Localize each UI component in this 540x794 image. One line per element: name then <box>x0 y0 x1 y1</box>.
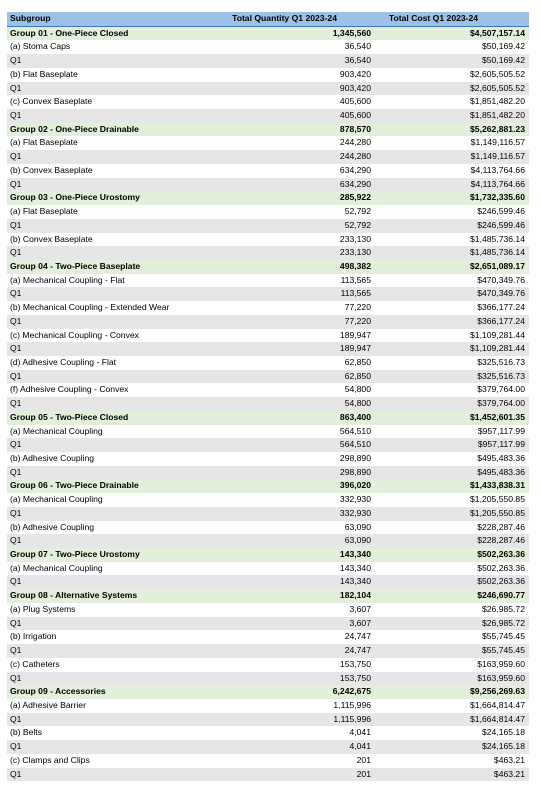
table-row <box>7 246 529 260</box>
row-subgroup-cell[interactable]: Q1 <box>7 150 203 164</box>
row-quantity-cell[interactable]: 634,290 <box>203 178 375 192</box>
row-quantity-cell[interactable]: 285,922 <box>203 191 375 205</box>
row-subgroup-cell[interactable]: Q1 <box>7 397 203 411</box>
table-body <box>7 26 529 781</box>
row-quantity-cell[interactable]: 1,345,560 <box>203 26 375 40</box>
table-row <box>7 178 529 192</box>
row-cost-cell[interactable]: $379,764.00 <box>375 397 529 411</box>
table-row <box>7 768 529 782</box>
row-quantity-cell[interactable]: 3,607 <box>203 617 375 631</box>
row-subgroup-cell[interactable]: Q1 <box>7 713 203 727</box>
row-quantity-cell[interactable]: 63,090 <box>203 534 375 548</box>
table-row <box>7 534 529 548</box>
table-row <box>7 356 529 370</box>
row-subgroup-cell[interactable]: Group 08 - Alternative Systems <box>7 589 203 603</box>
row-cost-cell[interactable]: $4,113,764.66 <box>375 164 529 178</box>
row-quantity-cell[interactable]: 54,800 <box>203 383 375 397</box>
row-subgroup-cell[interactable]: (c) Clamps and Clips <box>7 754 203 768</box>
row-cost-cell[interactable]: $55,745.45 <box>375 630 529 644</box>
table-row <box>7 726 529 740</box>
row-cost-cell[interactable]: $228,287.46 <box>375 521 529 535</box>
row-cost-cell[interactable]: $246,599.46 <box>375 219 529 233</box>
row-quantity-cell[interactable]: 903,420 <box>203 82 375 96</box>
row-quantity-cell[interactable]: 113,565 <box>203 274 375 288</box>
table-row <box>7 370 529 384</box>
row-cost-cell[interactable]: $463.21 <box>375 754 529 768</box>
row-subgroup-cell[interactable]: (a) Stoma Caps <box>7 40 203 54</box>
row-cost-cell[interactable]: $1,485,736.14 <box>375 246 529 260</box>
row-quantity-cell[interactable]: 396,020 <box>203 479 375 493</box>
table-row <box>7 575 529 589</box>
row-quantity-cell[interactable]: 143,340 <box>203 548 375 562</box>
row-cost-cell[interactable]: $163,959.60 <box>375 658 529 672</box>
table-row <box>7 164 529 178</box>
group-row <box>7 685 529 699</box>
table-row <box>7 658 529 672</box>
row-quantity-cell[interactable]: 244,280 <box>203 136 375 150</box>
row-quantity-cell[interactable]: 143,340 <box>203 562 375 576</box>
group-row <box>7 548 529 562</box>
row-subgroup-cell[interactable]: (b) Convex Baseplate <box>7 233 203 247</box>
subgroup-cost-sheet <box>7 12 529 781</box>
row-subgroup-cell[interactable]: Group 06 - Two-Piece Drainable <box>7 479 203 493</box>
row-cost-cell[interactable]: $1,205,550.85 <box>375 507 529 521</box>
row-subgroup-cell[interactable]: Q1 <box>7 672 203 686</box>
row-cost-cell[interactable]: $246,599.46 <box>375 205 529 219</box>
row-cost-cell[interactable]: $1,149,116.57 <box>375 150 529 164</box>
row-quantity-cell[interactable]: 36,540 <box>203 54 375 68</box>
row-quantity-cell[interactable]: 332,930 <box>203 507 375 521</box>
row-cost-cell[interactable]: $366,177.24 <box>375 301 529 315</box>
row-subgroup-cell[interactable]: Q1 <box>7 178 203 192</box>
header-row <box>7 12 529 26</box>
row-quantity-cell[interactable]: 54,800 <box>203 397 375 411</box>
row-quantity-cell[interactable]: 233,130 <box>203 233 375 247</box>
table-row <box>7 233 529 247</box>
row-quantity-cell[interactable]: 564,510 <box>203 438 375 452</box>
table-row <box>7 438 529 452</box>
row-subgroup-cell[interactable]: (b) Flat Baseplate <box>7 68 203 82</box>
table-row <box>7 603 529 617</box>
row-subgroup-cell[interactable]: Q1 <box>7 466 203 480</box>
row-cost-cell[interactable]: $1,664,814.47 <box>375 713 529 727</box>
row-subgroup-cell[interactable]: (a) Mechanical Coupling <box>7 425 203 439</box>
row-subgroup-cell[interactable]: Q1 <box>7 507 203 521</box>
row-quantity-cell[interactable]: 77,220 <box>203 301 375 315</box>
row-quantity-cell[interactable]: 6,242,675 <box>203 685 375 699</box>
row-cost-cell[interactable]: $1,485,736.14 <box>375 233 529 247</box>
row-subgroup-cell[interactable]: (b) Adhesive Coupling <box>7 521 203 535</box>
row-quantity-cell[interactable]: 189,947 <box>203 342 375 356</box>
row-subgroup-cell[interactable]: Group 07 - Two-Piece Urostomy <box>7 548 203 562</box>
row-quantity-cell[interactable]: 52,792 <box>203 205 375 219</box>
row-quantity-cell[interactable]: 201 <box>203 754 375 768</box>
row-subgroup-cell[interactable]: (b) Mechanical Coupling - Extended Wear <box>7 301 203 315</box>
row-cost-cell[interactable]: $1,205,550.85 <box>375 493 529 507</box>
row-cost-cell[interactable]: $1,149,116.57 <box>375 136 529 150</box>
row-subgroup-cell[interactable]: Q1 <box>7 534 203 548</box>
row-cost-cell[interactable]: $1,433,838.31 <box>375 479 529 493</box>
row-subgroup-cell[interactable]: Q1 <box>7 575 203 589</box>
table-row <box>7 521 529 535</box>
group-row <box>7 26 529 40</box>
row-subgroup-cell[interactable]: (a) Mechanical Coupling <box>7 562 203 576</box>
row-quantity-cell[interactable]: 332,930 <box>203 493 375 507</box>
row-subgroup-cell[interactable]: (c) Catheters <box>7 658 203 672</box>
row-cost-cell[interactable]: $5,262,881.23 <box>375 123 529 137</box>
row-subgroup-cell[interactable]: (f) Adhesive Coupling - Convex <box>7 383 203 397</box>
table-row <box>7 219 529 233</box>
row-subgroup-cell[interactable]: (d) Adhesive Coupling - Flat <box>7 356 203 370</box>
row-subgroup-cell[interactable]: (b) Convex Baseplate <box>7 164 203 178</box>
row-quantity-cell[interactable]: 62,850 <box>203 370 375 384</box>
row-subgroup-cell[interactable]: Q1 <box>7 342 203 356</box>
row-quantity-cell[interactable]: 4,041 <box>203 726 375 740</box>
row-cost-cell[interactable]: $957,117.99 <box>375 425 529 439</box>
row-quantity-cell[interactable]: 4,041 <box>203 740 375 754</box>
row-subgroup-cell[interactable]: (a) Mechanical Coupling - Flat <box>7 274 203 288</box>
row-quantity-cell[interactable]: 182,104 <box>203 589 375 603</box>
row-cost-cell[interactable]: $4,507,157.14 <box>375 26 529 40</box>
row-subgroup-cell[interactable]: Q1 <box>7 370 203 384</box>
group-row <box>7 411 529 425</box>
row-subgroup-cell[interactable]: (a) Adhesive Barrier <box>7 699 203 713</box>
row-quantity-cell[interactable]: 863,400 <box>203 411 375 425</box>
row-cost-cell[interactable]: $470,349.76 <box>375 274 529 288</box>
table-row <box>7 672 529 686</box>
row-subgroup-cell[interactable]: (a) Flat Baseplate <box>7 136 203 150</box>
row-subgroup-cell[interactable]: (a) Mechanical Coupling <box>7 493 203 507</box>
table-row <box>7 630 529 644</box>
row-subgroup-cell[interactable]: Q1 <box>7 82 203 96</box>
row-subgroup-cell[interactable]: Group 01 - One-Piece Closed <box>7 26 203 40</box>
row-quantity-cell[interactable]: 201 <box>203 768 375 782</box>
row-subgroup-cell[interactable]: (c) Convex Baseplate <box>7 95 203 109</box>
row-subgroup-cell[interactable]: Q1 <box>7 644 203 658</box>
row-subgroup-cell[interactable]: Group 09 - Accessories <box>7 685 203 699</box>
row-quantity-cell[interactable]: 405,600 <box>203 109 375 123</box>
row-subgroup-cell[interactable]: (b) Adhesive Coupling <box>7 452 203 466</box>
row-cost-cell[interactable]: $1,732,335.60 <box>375 191 529 205</box>
row-cost-cell[interactable]: $495,483.36 <box>375 466 529 480</box>
row-quantity-cell[interactable]: 634,290 <box>203 164 375 178</box>
group-row <box>7 260 529 274</box>
row-cost-cell[interactable]: $495,483.36 <box>375 452 529 466</box>
row-subgroup-cell[interactable]: Q1 <box>7 246 203 260</box>
row-cost-cell[interactable]: $24,165.18 <box>375 726 529 740</box>
row-subgroup-cell[interactable]: Q1 <box>7 219 203 233</box>
row-quantity-cell[interactable]: 24,747 <box>203 630 375 644</box>
table-row <box>7 383 529 397</box>
table-row <box>7 95 529 109</box>
row-cost-cell[interactable]: $4,113,764.66 <box>375 178 529 192</box>
table-row <box>7 54 529 68</box>
row-quantity-cell[interactable]: 143,340 <box>203 575 375 589</box>
row-cost-cell[interactable]: $26,985.72 <box>375 603 529 617</box>
row-subgroup-cell[interactable]: Q1 <box>7 740 203 754</box>
row-quantity-cell[interactable]: 24,747 <box>203 644 375 658</box>
row-cost-cell[interactable]: $1,452,601.35 <box>375 411 529 425</box>
row-quantity-cell[interactable]: 298,890 <box>203 466 375 480</box>
row-cost-cell[interactable]: $1,109,281.44 <box>375 342 529 356</box>
row-cost-cell[interactable]: $163,959.60 <box>375 672 529 686</box>
row-subgroup-cell[interactable]: Group 02 - One-Piece Drainable <box>7 123 203 137</box>
row-cost-cell[interactable]: $55,745.45 <box>375 644 529 658</box>
row-quantity-cell[interactable]: 498,382 <box>203 260 375 274</box>
row-subgroup-cell[interactable]: (a) Flat Baseplate <box>7 205 203 219</box>
row-quantity-cell[interactable]: 153,750 <box>203 658 375 672</box>
table-row <box>7 205 529 219</box>
row-subgroup-cell[interactable]: (a) Plug Systems <box>7 603 203 617</box>
row-quantity-cell[interactable]: 564,510 <box>203 425 375 439</box>
table-row <box>7 740 529 754</box>
table-row <box>7 466 529 480</box>
row-cost-cell[interactable]: $26,985.72 <box>375 617 529 631</box>
row-cost-cell[interactable]: $325,516.73 <box>375 370 529 384</box>
table-row <box>7 287 529 301</box>
table-row <box>7 397 529 411</box>
table-row <box>7 40 529 54</box>
row-subgroup-cell[interactable]: Q1 <box>7 768 203 782</box>
cost-table <box>7 12 529 781</box>
row-quantity-cell[interactable]: 903,420 <box>203 68 375 82</box>
table-row <box>7 342 529 356</box>
row-cost-cell[interactable]: $228,287.46 <box>375 534 529 548</box>
row-cost-cell[interactable]: $1,664,814.47 <box>375 699 529 713</box>
row-quantity-cell[interactable]: 63,090 <box>203 521 375 535</box>
row-subgroup-cell[interactable]: Group 04 - Two-Piece Baseplate <box>7 260 203 274</box>
row-cost-cell[interactable]: $379,764.00 <box>375 383 529 397</box>
table-row <box>7 617 529 631</box>
row-subgroup-cell[interactable]: Q1 <box>7 315 203 329</box>
row-cost-cell[interactable]: $1,851,482.20 <box>375 109 529 123</box>
row-quantity-cell[interactable]: 3,607 <box>203 603 375 617</box>
table-row <box>7 68 529 82</box>
table-row <box>7 644 529 658</box>
table-row <box>7 82 529 96</box>
table-row <box>7 109 529 123</box>
row-subgroup-cell[interactable]: Group 05 - Two-Piece Closed <box>7 411 203 425</box>
row-subgroup-cell[interactable]: Q1 <box>7 109 203 123</box>
row-cost-cell[interactable]: $470,349.76 <box>375 287 529 301</box>
table-row <box>7 699 529 713</box>
row-cost-cell[interactable]: $502,263.36 <box>375 575 529 589</box>
row-quantity-cell[interactable]: 62,850 <box>203 356 375 370</box>
row-cost-cell[interactable]: $1,109,281.44 <box>375 329 529 343</box>
row-cost-cell[interactable]: $366,177.24 <box>375 315 529 329</box>
header-total-cost[interactable]: Total Cost Q1 2023-24 <box>375 12 529 26</box>
row-subgroup-cell[interactable]: Q1 <box>7 54 203 68</box>
row-quantity-cell[interactable]: 189,947 <box>203 329 375 343</box>
table-row <box>7 562 529 576</box>
row-cost-cell[interactable]: $1,851,482.20 <box>375 95 529 109</box>
row-quantity-cell[interactable]: 1,115,996 <box>203 699 375 713</box>
group-row <box>7 191 529 205</box>
row-quantity-cell[interactable]: 153,750 <box>203 672 375 686</box>
table-row <box>7 713 529 727</box>
row-quantity-cell[interactable]: 1,115,996 <box>203 713 375 727</box>
row-quantity-cell[interactable]: 52,792 <box>203 219 375 233</box>
table-row <box>7 452 529 466</box>
table-row <box>7 754 529 768</box>
header-total-quantity[interactable]: Total Quantity Q1 2023-24 <box>203 12 375 26</box>
table-row <box>7 507 529 521</box>
table-row <box>7 329 529 343</box>
table-row <box>7 274 529 288</box>
row-quantity-cell[interactable]: 77,220 <box>203 315 375 329</box>
row-cost-cell[interactable]: $502,263.36 <box>375 548 529 562</box>
row-subgroup-cell[interactable]: Q1 <box>7 287 203 301</box>
row-subgroup-cell[interactable]: (c) Mechanical Coupling - Convex <box>7 329 203 343</box>
row-cost-cell[interactable]: $2,651,089.17 <box>375 260 529 274</box>
row-cost-cell[interactable]: $325,516.73 <box>375 356 529 370</box>
row-cost-cell[interactable]: $2,605,505.52 <box>375 68 529 82</box>
row-quantity-cell[interactable]: 878,570 <box>203 123 375 137</box>
table-row <box>7 301 529 315</box>
row-cost-cell[interactable]: $2,605,505.52 <box>375 82 529 96</box>
table-row <box>7 425 529 439</box>
row-subgroup-cell[interactable]: Q1 <box>7 438 203 452</box>
row-quantity-cell[interactable]: 298,890 <box>203 452 375 466</box>
row-quantity-cell[interactable]: 113,565 <box>203 287 375 301</box>
table-row <box>7 493 529 507</box>
table-row <box>7 136 529 150</box>
row-cost-cell[interactable]: $24,165.18 <box>375 740 529 754</box>
group-row <box>7 123 529 137</box>
row-cost-cell[interactable]: $463.21 <box>375 768 529 782</box>
row-cost-cell[interactable]: $9,256,269.63 <box>375 685 529 699</box>
table-row <box>7 150 529 164</box>
row-quantity-cell[interactable]: 405,600 <box>203 95 375 109</box>
group-row <box>7 589 529 603</box>
row-quantity-cell[interactable]: 36,540 <box>203 40 375 54</box>
row-cost-cell[interactable]: $957,117.99 <box>375 438 529 452</box>
row-cost-cell[interactable]: $246,690.77 <box>375 589 529 603</box>
table-row <box>7 315 529 329</box>
row-subgroup-cell[interactable]: (b) Irrigation <box>7 630 203 644</box>
row-cost-cell[interactable]: $502,263.36 <box>375 562 529 576</box>
row-quantity-cell[interactable]: 244,280 <box>203 150 375 164</box>
row-subgroup-cell[interactable]: Q1 <box>7 617 203 631</box>
row-cost-cell[interactable]: $50,169.42 <box>375 40 529 54</box>
row-cost-cell[interactable]: $50,169.42 <box>375 54 529 68</box>
row-quantity-cell[interactable]: 233,130 <box>203 246 375 260</box>
row-subgroup-cell[interactable]: Group 03 - One-Piece Urostomy <box>7 191 203 205</box>
row-subgroup-cell[interactable]: (b) Belts <box>7 726 203 740</box>
header-subgroup[interactable]: Subgroup <box>7 12 203 26</box>
group-row <box>7 479 529 493</box>
